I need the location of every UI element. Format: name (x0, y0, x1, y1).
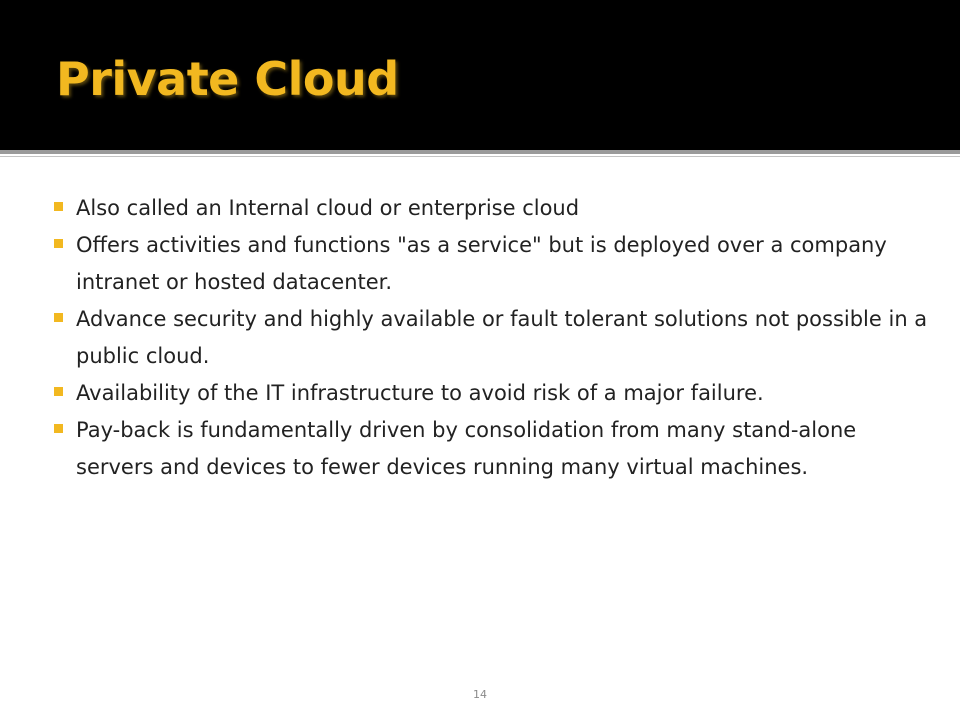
bullet-text: Availability of the IT infrastructure to avoid risk of a major failure. (76, 381, 764, 405)
title-divider (0, 150, 960, 154)
bullet-item (54, 375, 934, 412)
square-bullet-icon (54, 313, 63, 322)
bullet-item (54, 190, 934, 227)
title-divider-thin (0, 156, 960, 157)
bullet-text: Also called an Internal cloud or enterprise cloud (76, 196, 580, 220)
bullet-item (54, 227, 934, 301)
bullet-item (54, 301, 934, 375)
square-bullet-icon (54, 202, 63, 211)
slide-title: Private Cloud (56, 52, 399, 106)
square-bullet-icon (54, 387, 63, 396)
title-band (0, 0, 960, 150)
bullet-text: Pay-back is fundamentally driven by consolidation from many stand-alone servers and devices to fewer devices running many virtual machines. (76, 418, 857, 479)
bullet-text: Offers activities and functions "as a service" but is deployed over a company intranet or hosted datacenter. (76, 233, 887, 294)
square-bullet-icon (54, 239, 63, 248)
bullet-text: Advance security and highly available or fault tolerant solutions not possible in a public cloud. (76, 307, 928, 368)
square-bullet-icon (54, 424, 63, 433)
bullet-list (54, 190, 934, 486)
bullet-item (54, 412, 934, 486)
page-number: 14 (473, 688, 487, 701)
